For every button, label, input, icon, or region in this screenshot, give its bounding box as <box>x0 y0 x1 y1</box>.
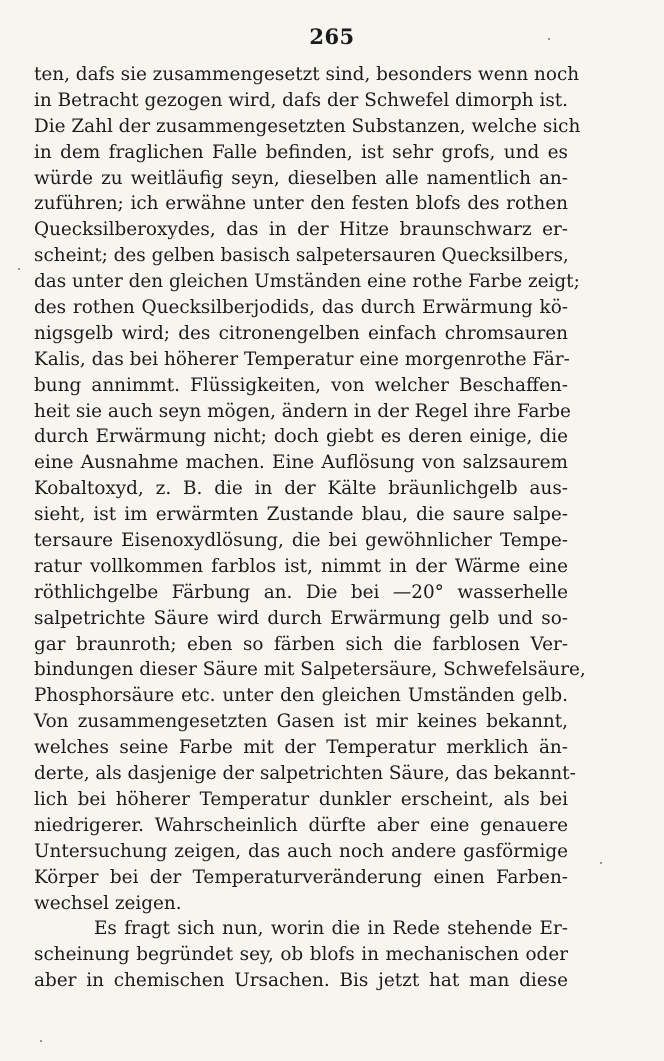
text-line: scheint; des gelben basisch salpetersauren Quecksilbers, <box>34 245 569 267</box>
text-line: würde zu weitläufig seyn, dieselben alle namentlich an- <box>34 167 568 189</box>
text-line: niedrigerer. Wahrscheinlich dürfte aber eine genauere <box>34 814 568 836</box>
text-line: heit sie auch seyn mögen, ändern in der Regel ihre Farbe <box>34 400 571 422</box>
paper-speck <box>548 38 550 40</box>
paragraph-end-line: wechsel zeigen. <box>34 892 182 914</box>
text-line: des rothen Quecksilberjodids, das durch Erwärmung kö- <box>34 297 568 319</box>
text-line: Körper bei der Temperaturveränderung einen Farben- <box>34 866 568 888</box>
text-line: bindungen dieser Säure mit Salpetersäure, Schwefelsäure, <box>34 659 586 681</box>
text-line: eine Ausnahme machen. Eine Auflösung von salzsaurem <box>34 452 568 474</box>
text-line: das unter den gleichen Umständen eine rothe Farbe zeigt; <box>34 271 580 293</box>
paper-speck <box>18 268 20 270</box>
text-line: Kalis, das bei höherer Temperatur eine morgenrothe Fär- <box>34 348 570 370</box>
text-line: in dem fraglichen Falle befinden, ist sehr grofs, und es <box>34 141 568 163</box>
text-line: Von zusammengesetzten Gasen ist mir keines bekannt, <box>34 711 568 733</box>
page-number: 265 <box>309 24 355 49</box>
text-line: ratur vollkommen farblos ist, nimmt in der Wärme eine <box>34 555 568 577</box>
text-line: durch Erwärmung nicht; doch giebt es deren einige, die <box>34 426 568 448</box>
text-line: aber in chemischen Ursachen. Bis jetzt hat man diese <box>34 970 568 992</box>
paper-speck <box>600 862 602 864</box>
text-line: salpetrichte Säure wird durch Erwärmung gelb und so- <box>34 607 568 629</box>
text-line: gar braunroth; eben so färben sich die farblosen Ver- <box>34 633 568 655</box>
text-line: röthlichgelbe Färbung an. Die bei —20° wasserhelle <box>34 581 568 603</box>
text-line: Quecksilberoxydes, das in der Hitze braunschwarz er- <box>34 219 568 241</box>
text-line: bung annimmt. Flüssigkeiten, von welcher Beschaffen- <box>34 374 568 396</box>
body-text <box>34 62 586 994</box>
paper-speck <box>40 1040 42 1042</box>
text-line: sieht, ist im erwärmten Zustande blau, die saure salpe- <box>34 504 568 526</box>
text-line: Die Zahl der zusammengesetzten Substanzen, welche sich <box>34 115 581 137</box>
text-line: ten, dafs sie zusammengesetzt sind, besonders wenn noch <box>34 64 580 85</box>
text-line: Phosphorsäure etc. unter den gleichen Umständen gelb. <box>34 685 568 707</box>
text-line: scheinung begründet sey, ob blofs in mechanischen oder <box>34 944 568 966</box>
text-line: tersaure Eisenoxydlösung, die bei gewöhnlicher Tempe- <box>34 530 568 552</box>
text-line: welches seine Farbe mit der Temperatur merklich än- <box>34 737 568 759</box>
text-line: in Betracht gezogen wird, dafs der Schwefel dimorph ist. <box>34 89 569 111</box>
text-line: nigsgelb wird; des citronengelben einfach chromsauren <box>34 322 568 344</box>
text-line: lich bei höherer Temperatur dunkler erscheint, als bei <box>34 788 568 810</box>
text-line: derte, als dasjenige der salpetrichten Säure, das bekannt- <box>34 763 576 785</box>
text-line: Kobaltoxyd, z. B. die in der Kälte bräunlichgelb aus- <box>34 478 568 500</box>
text-line: zuführen; ich erwähne unter den festen blofs des rothen <box>34 193 568 215</box>
text-line: Untersuchung zeigen, das auch noch andere gasförmige <box>34 840 568 862</box>
paragraph-start-line: Es fragt sich nun, worin die in Rede stehende Er- <box>94 918 568 940</box>
